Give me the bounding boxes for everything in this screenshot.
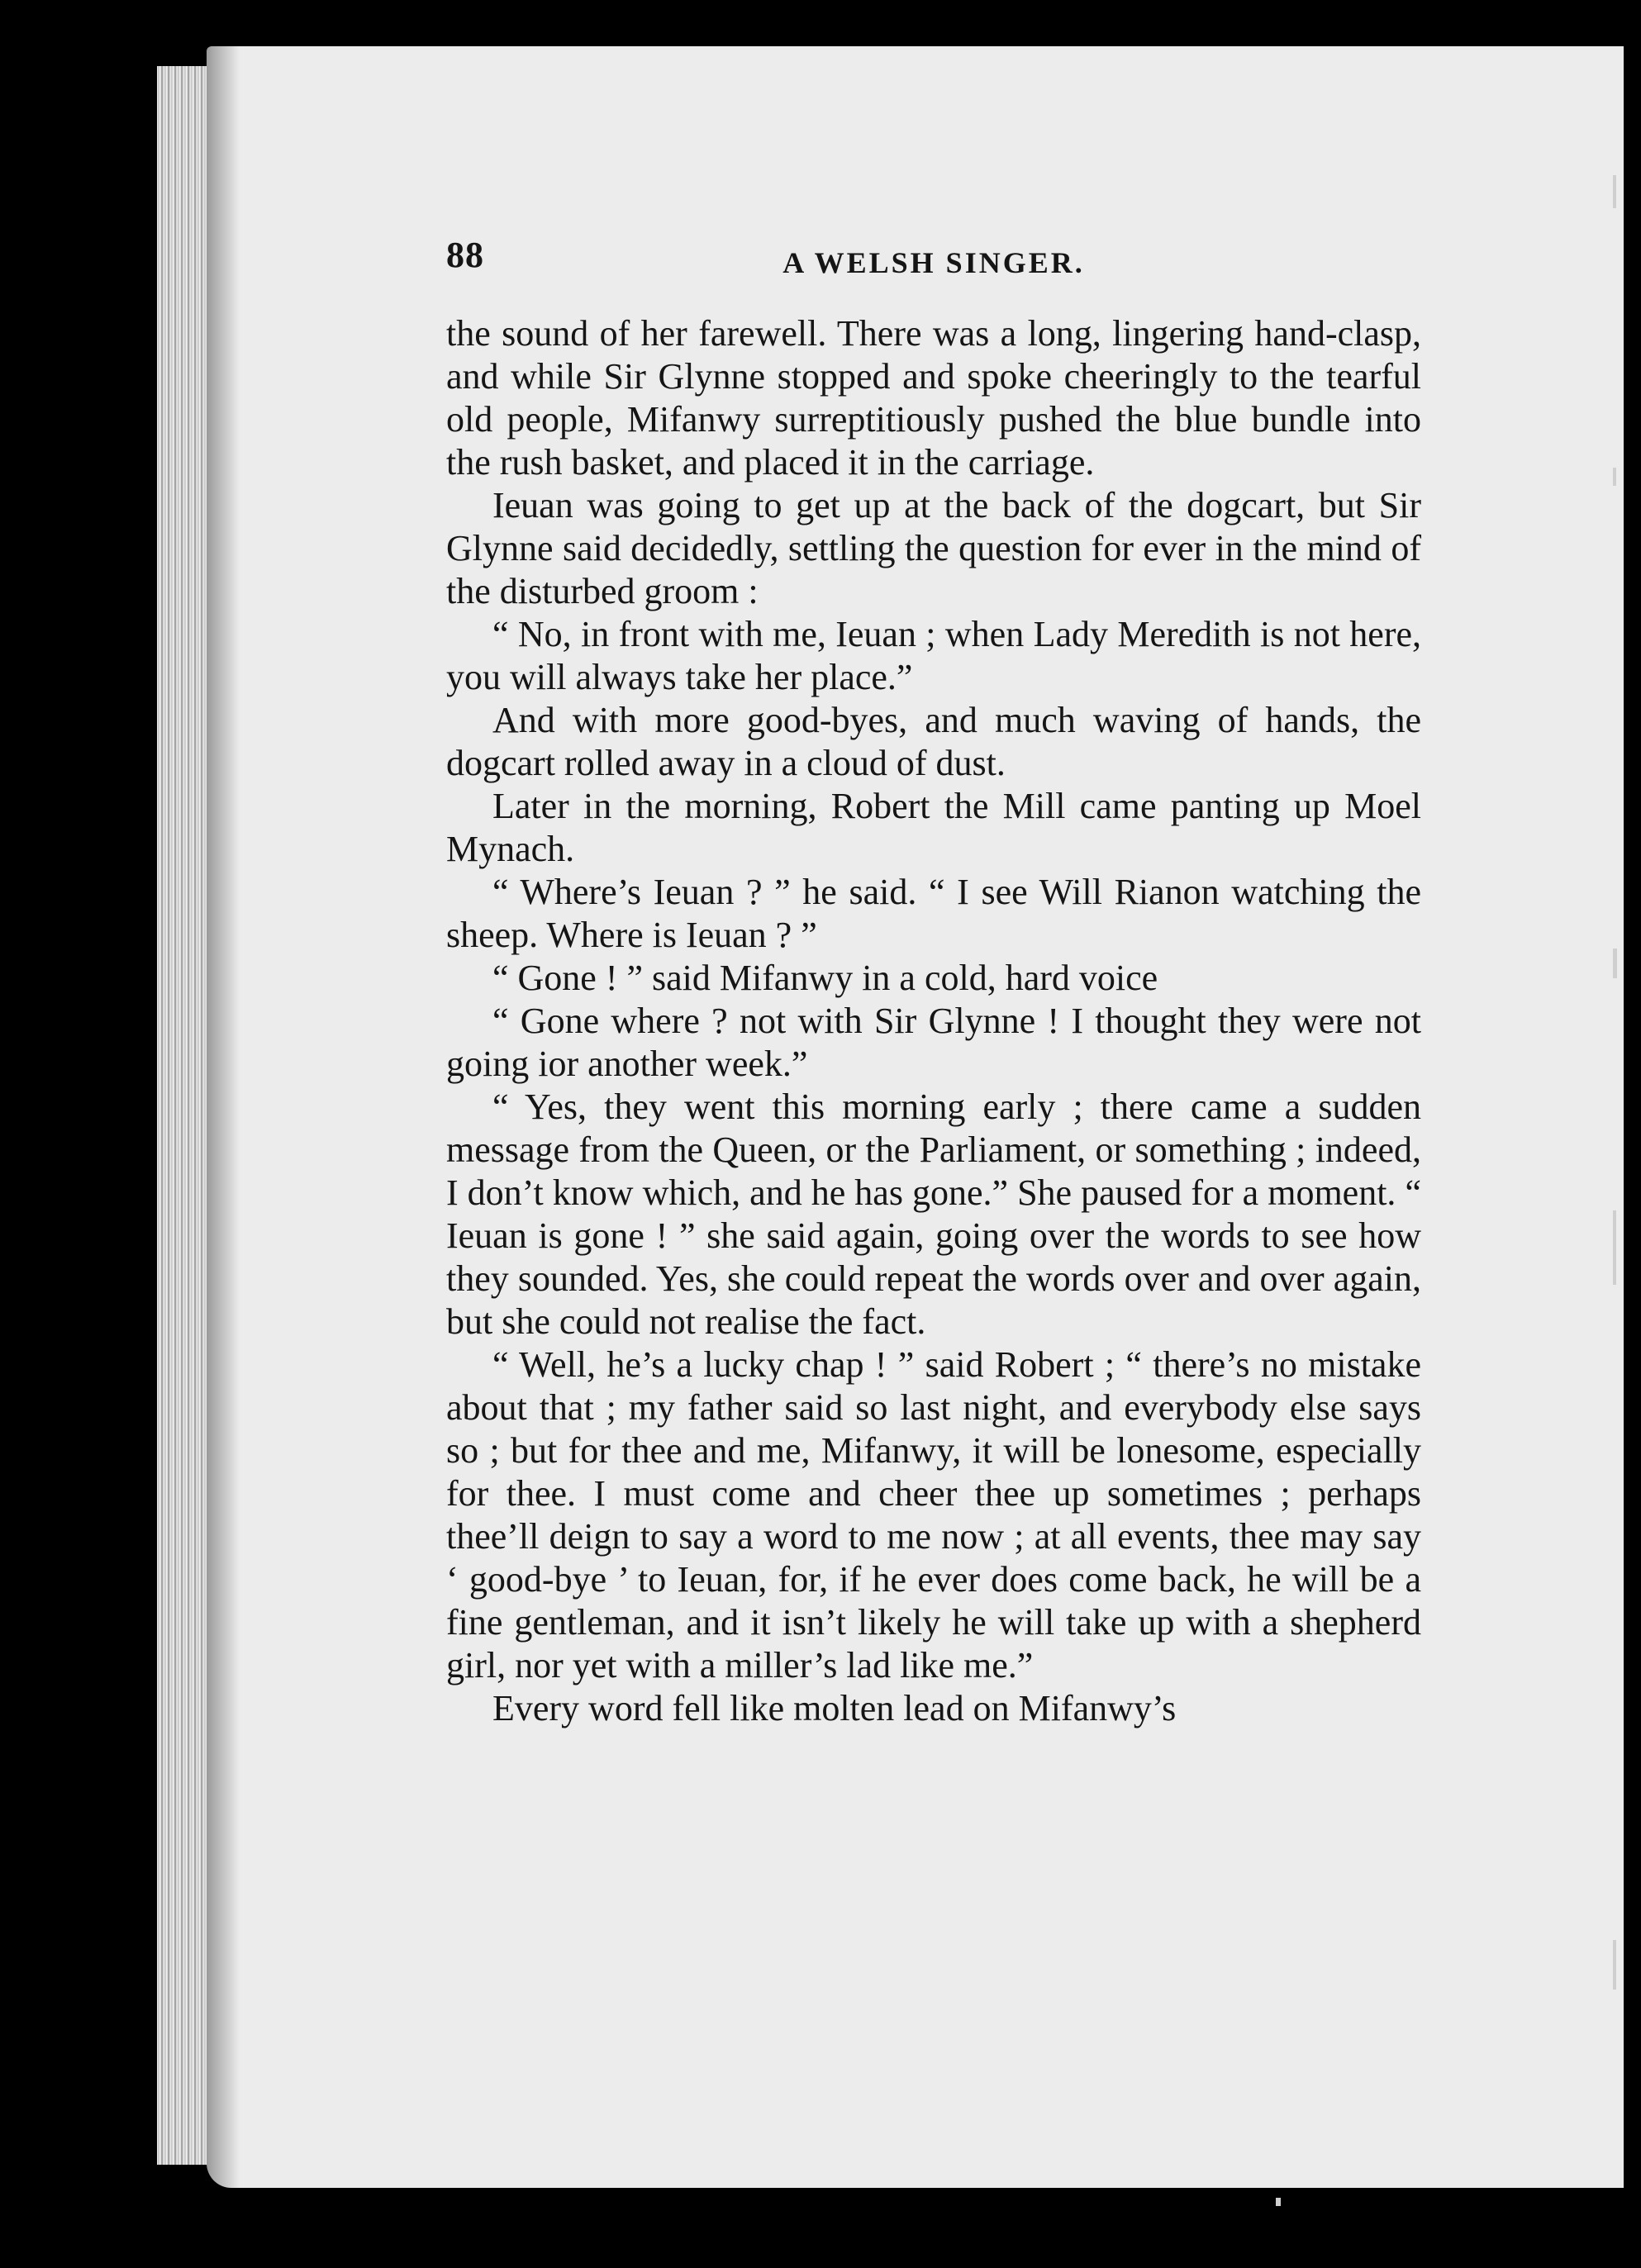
scan-mark	[1613, 1210, 1616, 1285]
paragraph: And with more good-byes, and much waving of hands, the dogcart rolled away in a cloud of dust.	[446, 700, 1421, 783]
scan-mark	[1613, 175, 1616, 208]
running-head: A WELSH SINGER.	[782, 246, 1085, 279]
paragraph: Every word fell like molten lead on Mifanwy’s	[492, 1688, 1177, 1728]
paragraph: Ieuan was going to get up at the back of the dogcart, but Sir Glynne said decidedly, settling the question for ever in the mind of the disturbed groom :	[446, 485, 1421, 611]
paragraph: “ Gone where ? not with Sir Glynne ! I thought they were not going ior another week.”	[446, 1001, 1421, 1084]
scan-mark	[1613, 949, 1617, 978]
page-number: 88	[446, 235, 484, 275]
scan-mark	[1613, 1940, 1616, 1990]
paragraph: “ Where’s Ieuan ? ” he said. “ I see Will Rianon watching the sheep. Where is Ieuan ? ”	[446, 872, 1421, 955]
body-text	[446, 312, 1421, 1730]
paragraph: “ No, in front with me, Ieuan ; when Lady Meredith is not here, you will always take her place.”	[446, 614, 1421, 697]
scan-mark	[1276, 2198, 1281, 2206]
paragraph: the sound of her farewell. There was a long, lingering hand-clasp, and while Sir Glynne stopped and spoke cheeringly to the tearful old people, Mifanwy surreptitiously pushed the blue bundle into the rush basket, and placed it in the carriage.	[446, 313, 1421, 483]
paragraph: Later in the morning, Robert the Mill came panting up Moel Mynach.	[446, 786, 1421, 869]
scan-mark	[1613, 468, 1616, 486]
paragraph: “ Well, he’s a lucky chap ! ” said Robert ; “ there’s no mistake about that ; my father said so last night, and everybody else says so ; but for thee and me, Mifanwy, it will be lonesome, especially for thee. I must come and cheer thee up sometimes ; perhaps thee’ll deign to say a word to me now ; at all events, thee may say ‘ good-bye ’ to Ieuan, for, if he ever does come back, he will be a fine gentleman, and it isn’t likely he will take up with a shepherd girl, nor yet with a miller’s lad like me.”	[446, 1344, 1421, 1686]
spine-shadow	[207, 46, 240, 2188]
paragraph: “ Yes, they went this morning early ; there came a sudden message from the Queen, or the Parliament, or something ; indeed, I don’t know which, and he has gone.” She paused for a moment. “ Ieuan is gone ! ” she said again, going over the words to see how they sounded. Yes, she could repeat the words over and over again, but she could not realise the fact.	[446, 1086, 1421, 1342]
paragraph: “ Gone ! ” said Mifanwy in a cold, hard voice	[492, 958, 1158, 998]
